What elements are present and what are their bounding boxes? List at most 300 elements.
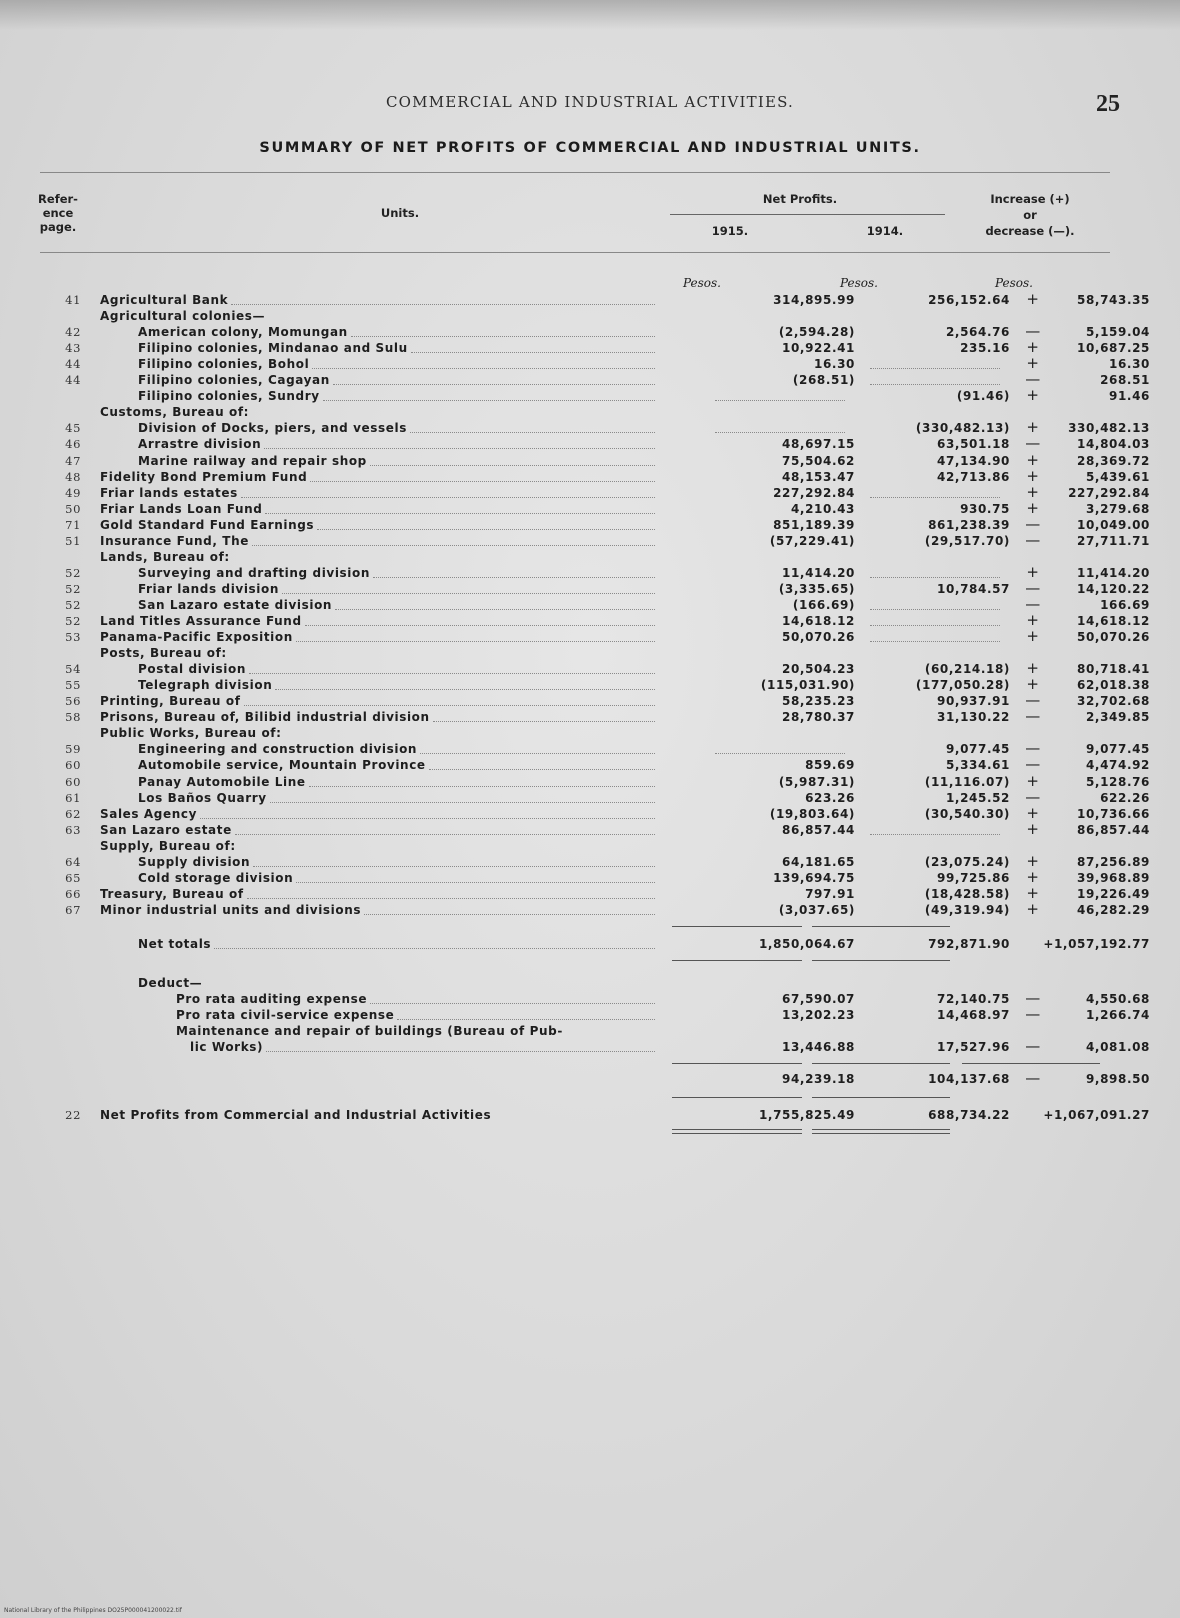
unit-leader-dots	[305, 625, 655, 626]
deduct-1915: 67,590.07	[782, 991, 855, 1006]
table-row	[55, 562, 1150, 581]
change-sign: +	[1026, 290, 1040, 308]
change-header-line3: decrease (—).	[985, 224, 1075, 238]
table-row	[55, 899, 1150, 918]
deduct-row	[55, 1004, 1150, 1023]
ref-page: 50	[65, 501, 81, 516]
unit-name: Sales Agency	[100, 806, 198, 821]
group-heading-row	[55, 308, 1110, 324]
value-1915: 58,235.23	[782, 694, 855, 709]
deduct-label: Deduct—	[138, 975, 203, 990]
sum-rule	[672, 960, 802, 961]
value-1914: (60,214.18)	[924, 662, 1010, 677]
unit-leader-dots	[214, 948, 655, 949]
deduct-subtotal-row	[55, 1068, 1150, 1087]
table-row	[55, 787, 1150, 806]
value-change: 166.69	[1100, 597, 1150, 612]
change-sign: +	[1026, 354, 1040, 373]
value-1914: (18,428.58)	[924, 886, 1010, 901]
sum-rule	[672, 1063, 802, 1064]
unit-name: Fidelity Bond Premium Fund	[100, 469, 308, 484]
ref-header-line1: Refer-	[38, 192, 78, 206]
ref-page: 55	[65, 678, 81, 693]
net-profits-brace	[670, 214, 945, 215]
value-1915: 64,181.65	[782, 854, 855, 869]
deduct-change: 1,266.74	[1085, 1007, 1150, 1022]
value-1915: 139,694.75	[773, 870, 855, 885]
table-row	[55, 851, 1150, 870]
deduct-change: 4,081.08	[1085, 1039, 1150, 1054]
unit-name: Land Titles Assurance Fund	[100, 614, 302, 628]
change-sign: +	[1026, 562, 1040, 581]
ref-page: 52	[65, 597, 81, 612]
empty-1914-dots	[870, 625, 1000, 626]
group-heading-row	[55, 725, 1110, 741]
ref-page: 60	[65, 774, 81, 789]
value-1915: 4,210.43	[790, 501, 855, 516]
table-row	[55, 739, 1150, 758]
value-change: 62,018.38	[1077, 678, 1150, 693]
value-1915: 28,780.37	[782, 710, 855, 725]
unit-name: Telegraph division	[138, 678, 273, 693]
change-sign: +	[1026, 418, 1040, 437]
deduct-1914: 72,140.75	[937, 991, 1010, 1006]
unit-leader-dots	[253, 866, 655, 867]
change-sign: +	[1026, 899, 1040, 918]
table-row	[55, 771, 1150, 790]
deduct-sign: —	[1025, 1004, 1041, 1023]
table-title: SUMMARY OF NET PROFITS OF COMMERCIAL AND INDUSTRIAL UNITS.	[259, 140, 921, 156]
empty-1914-dots	[870, 368, 1000, 369]
ref-page: 41	[65, 293, 81, 307]
deduct-change: 4,550.68	[1085, 991, 1150, 1006]
value-1915: 227,292.84	[773, 485, 855, 500]
change-sign: —	[1025, 434, 1041, 453]
value-1914: 235.16	[960, 341, 1010, 356]
net-totals-change: +1,057,192.77	[1043, 936, 1150, 951]
net-totals-1914: 792,871.90	[928, 936, 1010, 951]
unit-name: Surveying and drafting division	[138, 565, 370, 580]
ref-page: 54	[65, 662, 81, 677]
value-1915: 48,697.15	[782, 437, 855, 452]
value-1915: 797.91	[805, 886, 855, 901]
value-1915: 14,618.12	[782, 614, 855, 628]
top-rule	[40, 172, 1110, 173]
value-change: 330,482.13	[1068, 421, 1150, 436]
change-sign: +	[1026, 627, 1040, 646]
unit-name: Cold storage division	[138, 870, 294, 885]
value-1915: 859.69	[805, 758, 855, 773]
value-change: 27,711.71	[1077, 533, 1150, 548]
unit-name: Supply, Bureau of:	[100, 838, 236, 853]
header-rule	[40, 252, 1110, 253]
sum-rule	[962, 1063, 1100, 1064]
value-change: 91.46	[1109, 389, 1150, 404]
table-row	[55, 627, 1150, 646]
change-sign: +	[1026, 482, 1040, 501]
unit-name: Panay Automobile Line	[138, 774, 306, 789]
unit-name: Supply division	[138, 854, 251, 869]
table-row	[55, 418, 1150, 437]
unit-name: Customs, Bureau of:	[100, 405, 250, 420]
change-sign: —	[1025, 755, 1041, 774]
group-heading-row	[55, 838, 1110, 854]
unit-name: Engineering and construction division	[138, 742, 418, 757]
scan-credit: National Library of the Philippines DO25P000041200022.tif	[4, 1607, 182, 1614]
ref-page: 67	[65, 902, 81, 917]
value-change: 10,049.00	[1077, 517, 1150, 532]
ref-page: 56	[65, 694, 81, 709]
unit-leader-dots	[411, 352, 655, 353]
value-1914: (330,482.13)	[915, 421, 1010, 436]
table-row	[55, 530, 1150, 549]
value-1914: (49,319.94)	[924, 902, 1010, 917]
unit-leader-dots	[373, 577, 655, 578]
table-row	[55, 370, 1150, 389]
unit-label-1915: Pesos.	[683, 276, 721, 290]
unit-leader-dots	[241, 497, 655, 498]
value-change: 5,439.61	[1085, 469, 1150, 484]
value-change: 10,736.66	[1077, 806, 1150, 821]
unit-name: Insurance Fund, The	[100, 533, 249, 548]
deduct-row	[55, 1023, 1110, 1039]
sum-rule	[812, 1097, 950, 1098]
change-sign: —	[1025, 691, 1041, 710]
value-1914: 99,725.86	[937, 870, 1010, 885]
empty-1915-dots	[715, 400, 845, 401]
deduct-sign: —	[1025, 988, 1041, 1007]
unit-name: Agricultural Bank	[100, 293, 229, 307]
value-1915: (57,229.41)	[769, 533, 855, 548]
double-rule	[672, 1129, 802, 1130]
value-1915: (115,031.90)	[760, 678, 855, 693]
unit-name: Public Works, Bureau of:	[100, 726, 282, 741]
grand-total-1914: 688,734.22	[928, 1107, 1010, 1122]
group-heading-row	[55, 404, 1110, 420]
value-1914: 1,245.52	[945, 790, 1010, 805]
value-1915: (166.69)	[792, 597, 855, 612]
value-1915: 314,895.99	[773, 293, 855, 307]
deduct-sign: —	[1025, 1036, 1041, 1055]
grand-total-change: +1,067,091.27	[1043, 1107, 1150, 1122]
sum-rule	[812, 1063, 950, 1064]
value-1915: (268.51)	[792, 373, 855, 388]
unit-name: Filipino colonies, Cagayan	[138, 373, 330, 388]
unit-leader-dots	[235, 834, 655, 835]
value-1915: 86,857.44	[782, 822, 855, 837]
value-change: 14,804.03	[1077, 437, 1150, 452]
unit-name: Friar lands estates	[100, 485, 238, 500]
grand-total-1915: 1,755,825.49	[758, 1107, 855, 1122]
unit-leader-dots	[231, 304, 655, 305]
unit-leader-dots	[335, 609, 655, 610]
change-sign: —	[1025, 787, 1041, 806]
table-row	[55, 498, 1150, 517]
ref-header-line3: page.	[39, 220, 77, 234]
change-sign: +	[1026, 819, 1040, 838]
table-row	[55, 883, 1150, 902]
page-number: 25	[1096, 91, 1120, 117]
ref-page: 71	[65, 517, 81, 532]
change-sign: +	[1026, 771, 1040, 790]
ref-header-line2: ence	[42, 206, 74, 220]
change-sign: +	[1026, 611, 1040, 629]
scan-edge-shadow	[0, 0, 1180, 30]
change-header-line2: or	[1023, 208, 1037, 222]
change-header-line1: Increase (+)	[990, 192, 1070, 206]
unit-leader-dots	[323, 400, 655, 401]
value-change: 86,857.44	[1077, 822, 1150, 837]
table-row	[55, 867, 1150, 886]
value-1915: 16.30	[814, 357, 855, 372]
ref-page: 22	[65, 1107, 81, 1122]
change-sign: —	[1025, 594, 1041, 613]
unit-leader-dots	[312, 368, 655, 369]
ref-page: 58	[65, 710, 81, 725]
unit-leader-dots	[351, 336, 655, 337]
deduct-label-row	[55, 975, 1110, 991]
value-1915: (3,037.65)	[778, 902, 855, 917]
table-row	[55, 594, 1150, 613]
table-row	[55, 386, 1150, 405]
value-change: 268.51	[1100, 373, 1150, 388]
unit-leader-dots	[249, 673, 655, 674]
ref-page: 62	[65, 806, 81, 821]
table-row	[55, 450, 1150, 469]
ref-page: 52	[65, 581, 81, 596]
change-sign: +	[1026, 851, 1040, 870]
value-1915: (5,987.31)	[778, 774, 855, 789]
value-change: 19,226.49	[1077, 886, 1150, 901]
value-1914: 63,501.18	[937, 437, 1010, 452]
value-1914: 47,134.90	[937, 453, 1010, 468]
deduct-row	[55, 988, 1150, 1007]
table-row	[55, 354, 1150, 373]
unit-name: San Lazaro estate	[100, 822, 232, 837]
ref-page: 66	[65, 886, 81, 901]
unit-leader-dots	[244, 705, 655, 706]
units-header: Units.	[380, 206, 420, 220]
subtotal-change: 9,898.50	[1085, 1071, 1150, 1086]
table-row	[55, 514, 1150, 533]
unit-leader-dots	[433, 721, 655, 722]
value-1915: 623.26	[805, 790, 855, 805]
empty-1914-dots	[870, 577, 1000, 578]
unit-leader-dots	[275, 689, 655, 690]
table-row	[55, 434, 1150, 453]
change-sign: +	[1026, 450, 1040, 469]
change-sign: —	[1025, 739, 1041, 758]
value-change: 3,279.68	[1085, 501, 1150, 516]
value-change: 16.30	[1109, 357, 1150, 372]
double-rule	[672, 1133, 802, 1134]
ref-page: 59	[65, 742, 81, 757]
value-change: 9,077.45	[1085, 742, 1150, 757]
table-row	[55, 659, 1150, 678]
sum-rule	[812, 960, 950, 961]
net-totals-label: Net totals	[138, 936, 212, 951]
change-sign: —	[1025, 370, 1041, 389]
deduct-item-name-cont: lic Works)	[190, 1039, 264, 1054]
value-change: 4,474.92	[1085, 758, 1150, 773]
change-sign: +	[1026, 675, 1040, 694]
table-row	[55, 578, 1150, 597]
ref-page: 61	[65, 790, 81, 805]
year-1914-header: 1914.	[866, 224, 904, 238]
unit-name: Automobile service, Mountain Province	[138, 758, 426, 773]
table-row	[55, 707, 1150, 726]
change-sign: +	[1026, 867, 1040, 886]
value-1914: 256,152.64	[928, 293, 1010, 307]
empty-1914-dots	[870, 497, 1000, 498]
value-change: 227,292.84	[1068, 485, 1150, 500]
table-row	[55, 482, 1150, 501]
unit-name: Treasury, Bureau of	[100, 886, 244, 901]
sum-rule	[812, 926, 950, 927]
value-change: 28,369.72	[1077, 453, 1150, 468]
ref-page: 52	[65, 565, 81, 580]
unit-name: Arrastre division	[138, 437, 262, 452]
double-rule	[812, 1129, 950, 1130]
unit-leader-dots	[270, 802, 655, 803]
value-change: 32,702.68	[1077, 694, 1150, 709]
change-sign: —	[1025, 514, 1041, 533]
table-row	[55, 803, 1150, 822]
change-sign: +	[1026, 659, 1040, 678]
unit-name: Friar Lands Loan Fund	[100, 501, 263, 516]
year-1915-header: 1915.	[711, 224, 749, 238]
value-1914: 2,564.76	[945, 325, 1010, 340]
unit-leader-dots	[252, 545, 655, 546]
value-1915: 48,153.47	[782, 469, 855, 484]
net-profits-header: Net Profits.	[762, 192, 838, 206]
unit-leader-dots	[420, 753, 655, 754]
change-sign: +	[1026, 803, 1040, 822]
deduct-row-continued	[55, 1036, 1150, 1055]
value-change: 14,120.22	[1077, 581, 1150, 596]
deduct-item-name: Pro rata auditing expense	[176, 991, 368, 1006]
unit-leader-dots	[370, 1003, 655, 1004]
unit-leader-dots	[296, 641, 655, 642]
sum-rule	[672, 926, 802, 927]
change-sign: +	[1026, 466, 1040, 485]
unit-leader-dots	[410, 432, 655, 433]
change-sign: —	[1025, 578, 1041, 597]
ref-page: 52	[65, 614, 81, 628]
unit-name: Division of Docks, piers, and vessels	[138, 421, 407, 436]
value-1915: 10,922.41	[782, 341, 855, 356]
unit-label-1914: Pesos.	[840, 276, 878, 290]
unit-leader-dots	[264, 448, 655, 449]
unit-name: Marine railway and repair shop	[138, 453, 367, 468]
empty-1915-dots	[715, 753, 845, 754]
ref-page: 51	[65, 533, 81, 548]
group-heading-row	[55, 645, 1110, 661]
value-change: 5,159.04	[1085, 325, 1150, 340]
unit-name: Prisons, Bureau of, Bilibid industrial division	[100, 710, 430, 725]
value-1915: 851,189.39	[773, 517, 855, 532]
table-row	[55, 755, 1150, 774]
value-change: 80,718.41	[1077, 662, 1150, 677]
deduct-1914: 14,468.97	[937, 1007, 1010, 1022]
value-change: 14,618.12	[1077, 614, 1150, 628]
ref-page: 64	[65, 854, 81, 869]
subtotal-sign: —	[1025, 1068, 1041, 1087]
value-1914: 9,077.45	[945, 742, 1010, 757]
unit-name: Los Baños Quarry	[138, 790, 267, 805]
change-sign: —	[1025, 530, 1041, 549]
value-1915: (3,335.65)	[778, 581, 855, 596]
deduct-1915: 13,202.23	[782, 1007, 855, 1022]
value-1915: 11,414.20	[782, 565, 855, 580]
double-rule	[812, 1133, 950, 1134]
unit-name: Friar lands division	[138, 581, 279, 596]
value-1915: 50,070.26	[782, 630, 855, 645]
deduct-1914: 17,527.96	[937, 1039, 1010, 1054]
unit-name: Filipino colonies, Sundry	[138, 389, 320, 404]
value-1914: (11,116.07)	[924, 774, 1010, 789]
unit-name: Filipino colonies, Bohol	[138, 357, 310, 372]
value-1914: (177,050.28)	[915, 678, 1010, 693]
unit-leader-dots	[429, 769, 655, 770]
value-change: 622.26	[1100, 790, 1150, 805]
table-row	[55, 322, 1150, 341]
unit-leader-dots	[309, 786, 655, 787]
ref-page: 43	[65, 341, 81, 356]
value-1915: (19,803.64)	[769, 806, 855, 821]
value-change: 46,282.29	[1077, 902, 1150, 917]
table-row	[55, 290, 1150, 308]
value-1914: 861,238.39	[928, 517, 1010, 532]
deduct-item-name: Maintenance and repair of buildings (Bureau of Pub-	[176, 1023, 563, 1038]
unit-leader-dots	[200, 818, 655, 819]
ref-page: 47	[65, 453, 81, 468]
value-1914: 90,937.91	[937, 694, 1010, 709]
unit-name: Agricultural colonies—	[100, 309, 266, 324]
value-1914: (30,540.30)	[924, 806, 1010, 821]
value-1914: 31,130.22	[937, 710, 1010, 725]
grand-total-row	[55, 1107, 1150, 1123]
unit-label-change: Pesos.	[995, 276, 1033, 290]
table-row	[55, 466, 1150, 485]
empty-1914-dots	[870, 384, 1000, 385]
unit-leader-dots	[317, 529, 655, 530]
grand-total-label: Net Profits from Commercial and Industrial Activities	[100, 1107, 492, 1122]
deduct-item-name: Pro rata civil-service expense	[176, 1007, 395, 1022]
empty-1914-dots	[870, 834, 1000, 835]
unit-leader-dots	[247, 898, 655, 899]
table-row	[55, 819, 1150, 838]
unit-name: Filipino colonies, Mindanao and Sulu	[138, 341, 408, 356]
value-1915: (2,594.28)	[778, 325, 855, 340]
subtotal-1915: 94,239.18	[782, 1071, 855, 1086]
unit-name: Posts, Bureau of:	[100, 646, 227, 661]
ref-page: 48	[65, 469, 81, 484]
value-change: 39,968.89	[1077, 870, 1150, 885]
deduct-1915: 13,446.88	[782, 1039, 855, 1054]
value-1915: 75,504.62	[782, 453, 855, 468]
change-sign: +	[1026, 386, 1040, 405]
sum-rule	[672, 1097, 802, 1098]
group-heading-row	[55, 549, 1110, 565]
table-row	[55, 611, 1150, 629]
unit-name: San Lazaro estate division	[138, 597, 333, 612]
value-change: 11,414.20	[1077, 565, 1150, 580]
ref-page: 45	[65, 421, 81, 436]
unit-leader-dots	[397, 1019, 655, 1020]
ref-page: 65	[65, 870, 81, 885]
unit-leader-dots	[333, 384, 655, 385]
